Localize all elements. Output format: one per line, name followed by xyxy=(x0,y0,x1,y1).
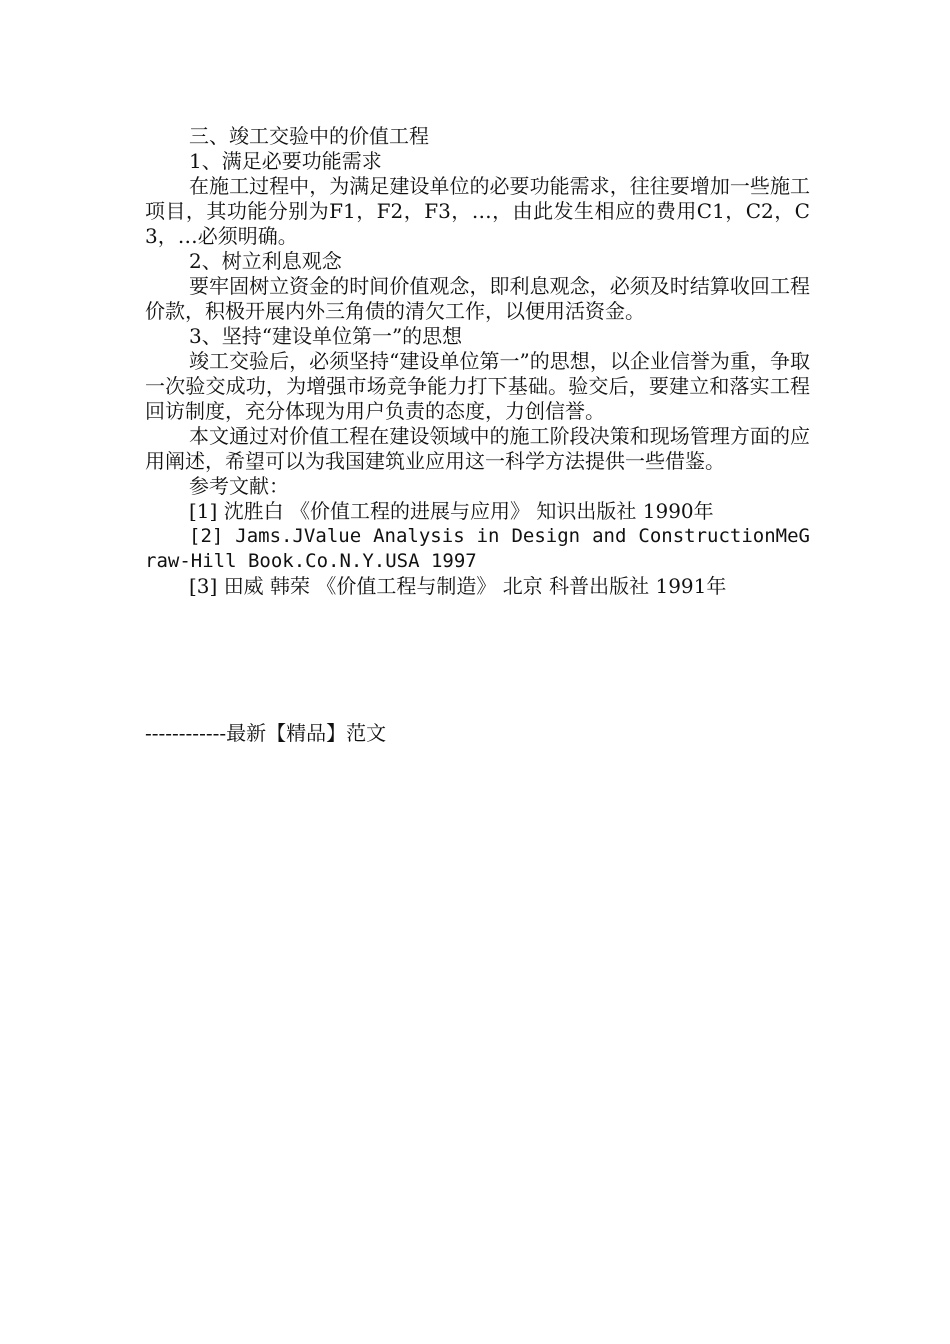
conclusion-paragraph: 本文通过对价值工程在建设领域中的施工阶段决策和现场管理方面的应用阐述，希望可以为我国建筑业应用这一科学方法提供一些借鉴。 xyxy=(145,424,810,473)
references-heading: 参考文献： xyxy=(189,474,289,498)
reference-item: [2] Jams.JValue Analysis in Design and ConstructionMeGraw-Hill Book.Co.N.Y.USA 1997 xyxy=(145,525,810,572)
reference-item: [3] 田威 韩荣 《价值工程与制造》 北京 科普出版社 1991年 xyxy=(189,574,727,598)
item2-paragraph: 要牢固树立资金的时间价值观念，即利息观念，必须及时结算收回工程价款，积极开展内外三角债的清欠工作，以便用活资金。 xyxy=(145,274,810,323)
item3-heading: 3、坚持“建设单位第一”的思想 xyxy=(189,324,463,348)
item2-heading: 2、树立利息观念 xyxy=(189,249,342,273)
document-body xyxy=(145,124,810,599)
section-heading: 三、竣工交验中的价值工程 xyxy=(189,124,429,148)
footer-text: ------------最新【精品】范文 xyxy=(145,721,387,745)
item3-paragraph: 竣工交验后，必须坚持“建设单位第一”的思想，以企业信誉为重，争取一次验交成功，为增强市场竞争能力打下基础。验交后，要建立和落实工程回访制度，充分体现为用户负责的态度，力创信誉。 xyxy=(145,349,810,423)
reference-item: [1] 沈胜白 《价值工程的进展与应用》 知识出版社 1990年 xyxy=(189,499,714,523)
item1-paragraph: 在施工过程中，为满足建设单位的必要功能需求，往往要增加一些施工项目，其功能分别为F1，F2，F3，…，由此发生相应的费用C1，C2，C3，…必须明确。 xyxy=(145,174,810,248)
item1-heading: 1、满足必要功能需求 xyxy=(189,149,382,173)
